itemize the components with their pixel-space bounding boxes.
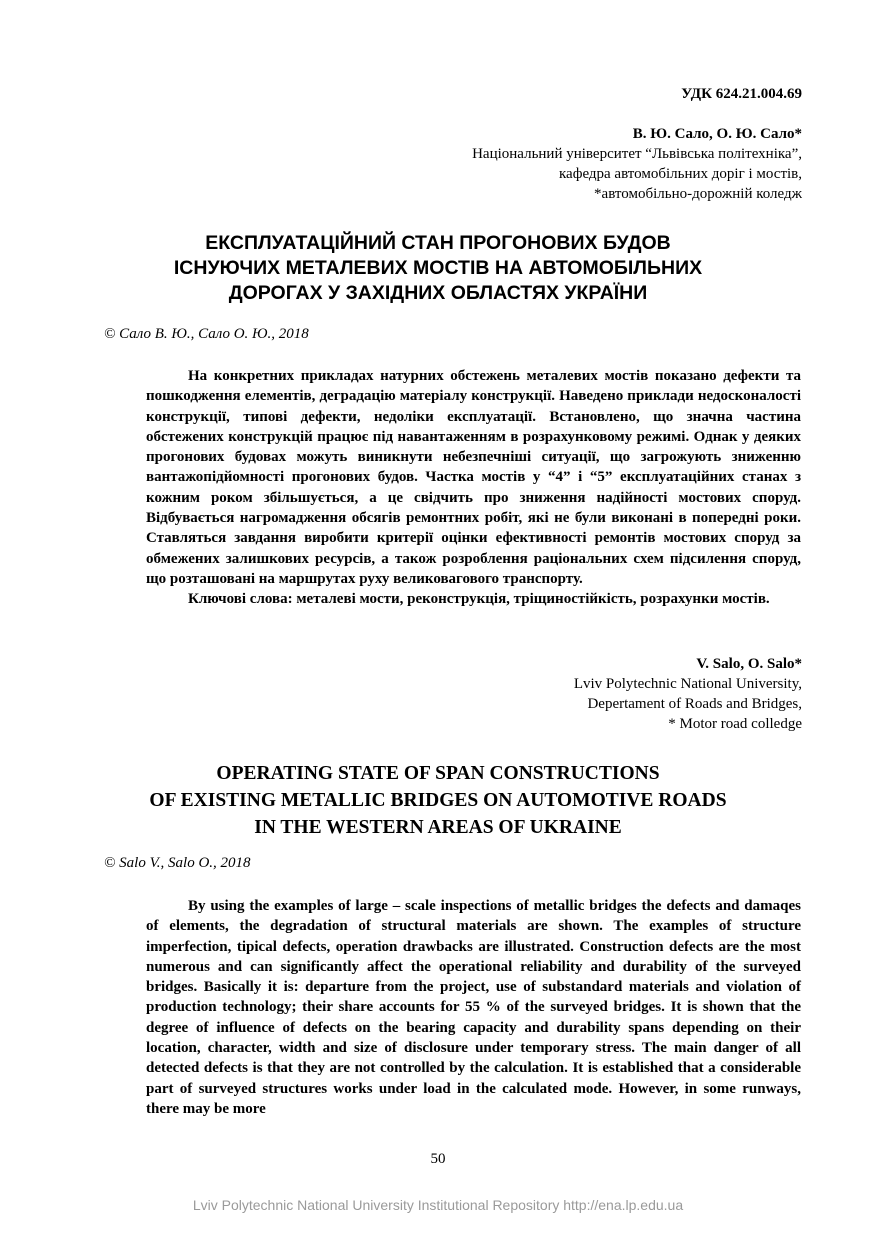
ua-authors: В. Ю. Сало, О. Ю. Сало*: [632, 126, 802, 142]
repository-footer: Lviv Polytechnic National University Institutional Repository http://ena.lp.edu.ua: [192, 1197, 684, 1213]
en-copyright: © Salo V., Salo O., 2018: [104, 855, 251, 871]
ua-affiliation-line: *автомобільно-дорожній коледж: [594, 186, 802, 202]
en-abstract-text: By using the examples of large – scale inspections of metallic bridges the defects and damaqes of elements, the degradation of structural materials are shown. The examples of structure imperfection, tipical defects, operation drawbacks are illustrated. Construction defects are the most numerous and can significantly affect the operational reliability and durability of the surveyed bridges. Basically it is: departure from the project, use of substandard materials and violation of production technology; their share accounts for 55 % of the surveyed bridges. It is shown that the degree of influence of defects on the bearing capacity and durability spans depending on their location, character, width and size of disclosure under temporary stress. The main danger of all detected defects is that they are not controlled by the calculation. It is established that a considerable part of surveyed structures works under load in the calculated mode. However, in some runways, there may be more: [146, 898, 801, 1117]
ua-copyright: © Сало В. Ю., Сало О. Ю., 2018: [104, 326, 309, 342]
ua-abstract: [146, 366, 801, 610]
en-affiliation-line: Depertament of Roads and Bridges,: [587, 696, 802, 712]
ua-title-line: ДОРОГАХ У ЗАХІДНИХ ОБЛАСТЯХ УКРАЇНИ: [228, 282, 648, 304]
ua-affiliation-line: Національний університет “Львівська політехніка”,: [472, 146, 802, 162]
ua-title-line: ЕКСПЛУАТАЦІЙНИЙ СТАН ПРОГОНОВИХ БУДОВ: [205, 232, 671, 254]
en-title-line: OPERATING STATE OF SPAN CONSTRUCTIONS: [216, 763, 660, 784]
ua-affiliation-block: [472, 124, 802, 204]
en-affiliation-line: * Motor road colledge: [668, 716, 802, 732]
en-abstract: [146, 896, 801, 1119]
en-affiliation-block: [574, 654, 802, 734]
en-affiliation-line: Lviv Polytechnic National University,: [573, 676, 802, 692]
page-number: 50: [430, 1151, 446, 1167]
ua-title: [60, 231, 816, 306]
ua-affiliation-line: кафедра автомобільних доріг і мостів,: [559, 166, 802, 182]
en-title-line: IN THE WESTERN AREAS OF UKRAINE: [254, 817, 622, 838]
ua-title-line: ІСНУЮЧИХ МЕТАЛЕВИХ МОСТІВ НА АВТОМОБІЛЬНИХ: [173, 257, 703, 279]
en-title-line: OF EXISTING METALLIC BRIDGES ON AUTOMOTIVE ROADS: [149, 790, 727, 811]
ua-keywords: Ключові слова: металеві мости, реконструкція, тріщиностійкість, розрахунки мостів.: [188, 591, 770, 608]
en-title: [60, 760, 816, 841]
udc-code: УДК 624.21.004.69: [681, 86, 802, 102]
ua-abstract-text: На конкретних прикладах натурних обстежень металевих мостів показано дефекти та пошкодження елементів, деградацію матеріалу конструкції. Наведено приклади недосконалості конструкції, типові дефекти, недоліки експлуатації. Встановлено, що значна частина обстежених конструкцій працює під навантаженням в розрахунковому режимі. Однак у деяких прогонових будовах можуть виникнути небезпечніші ситуації, що загрожують зниженню вантажопідйомності прогонових будов. Частка мостів у “4” і “5” експлуатаційних станах з кожним роком збільшується, а це свідчить про зниження надійності мостових споруд. Відбувається нагромадження обсягів ремонтних робіт, які не були виконані в попередні роки. Ставляться завдання виробити критерії оцінки ефективності ремонтів мостових споруд за обмежених залишкових ресурсів, а також розроблення раціональних схем підсилення споруд, що розташовані на маршрутах руху великовагового транспорту.: [146, 368, 801, 587]
en-authors: V. Salo, O. Salo*: [696, 656, 802, 672]
